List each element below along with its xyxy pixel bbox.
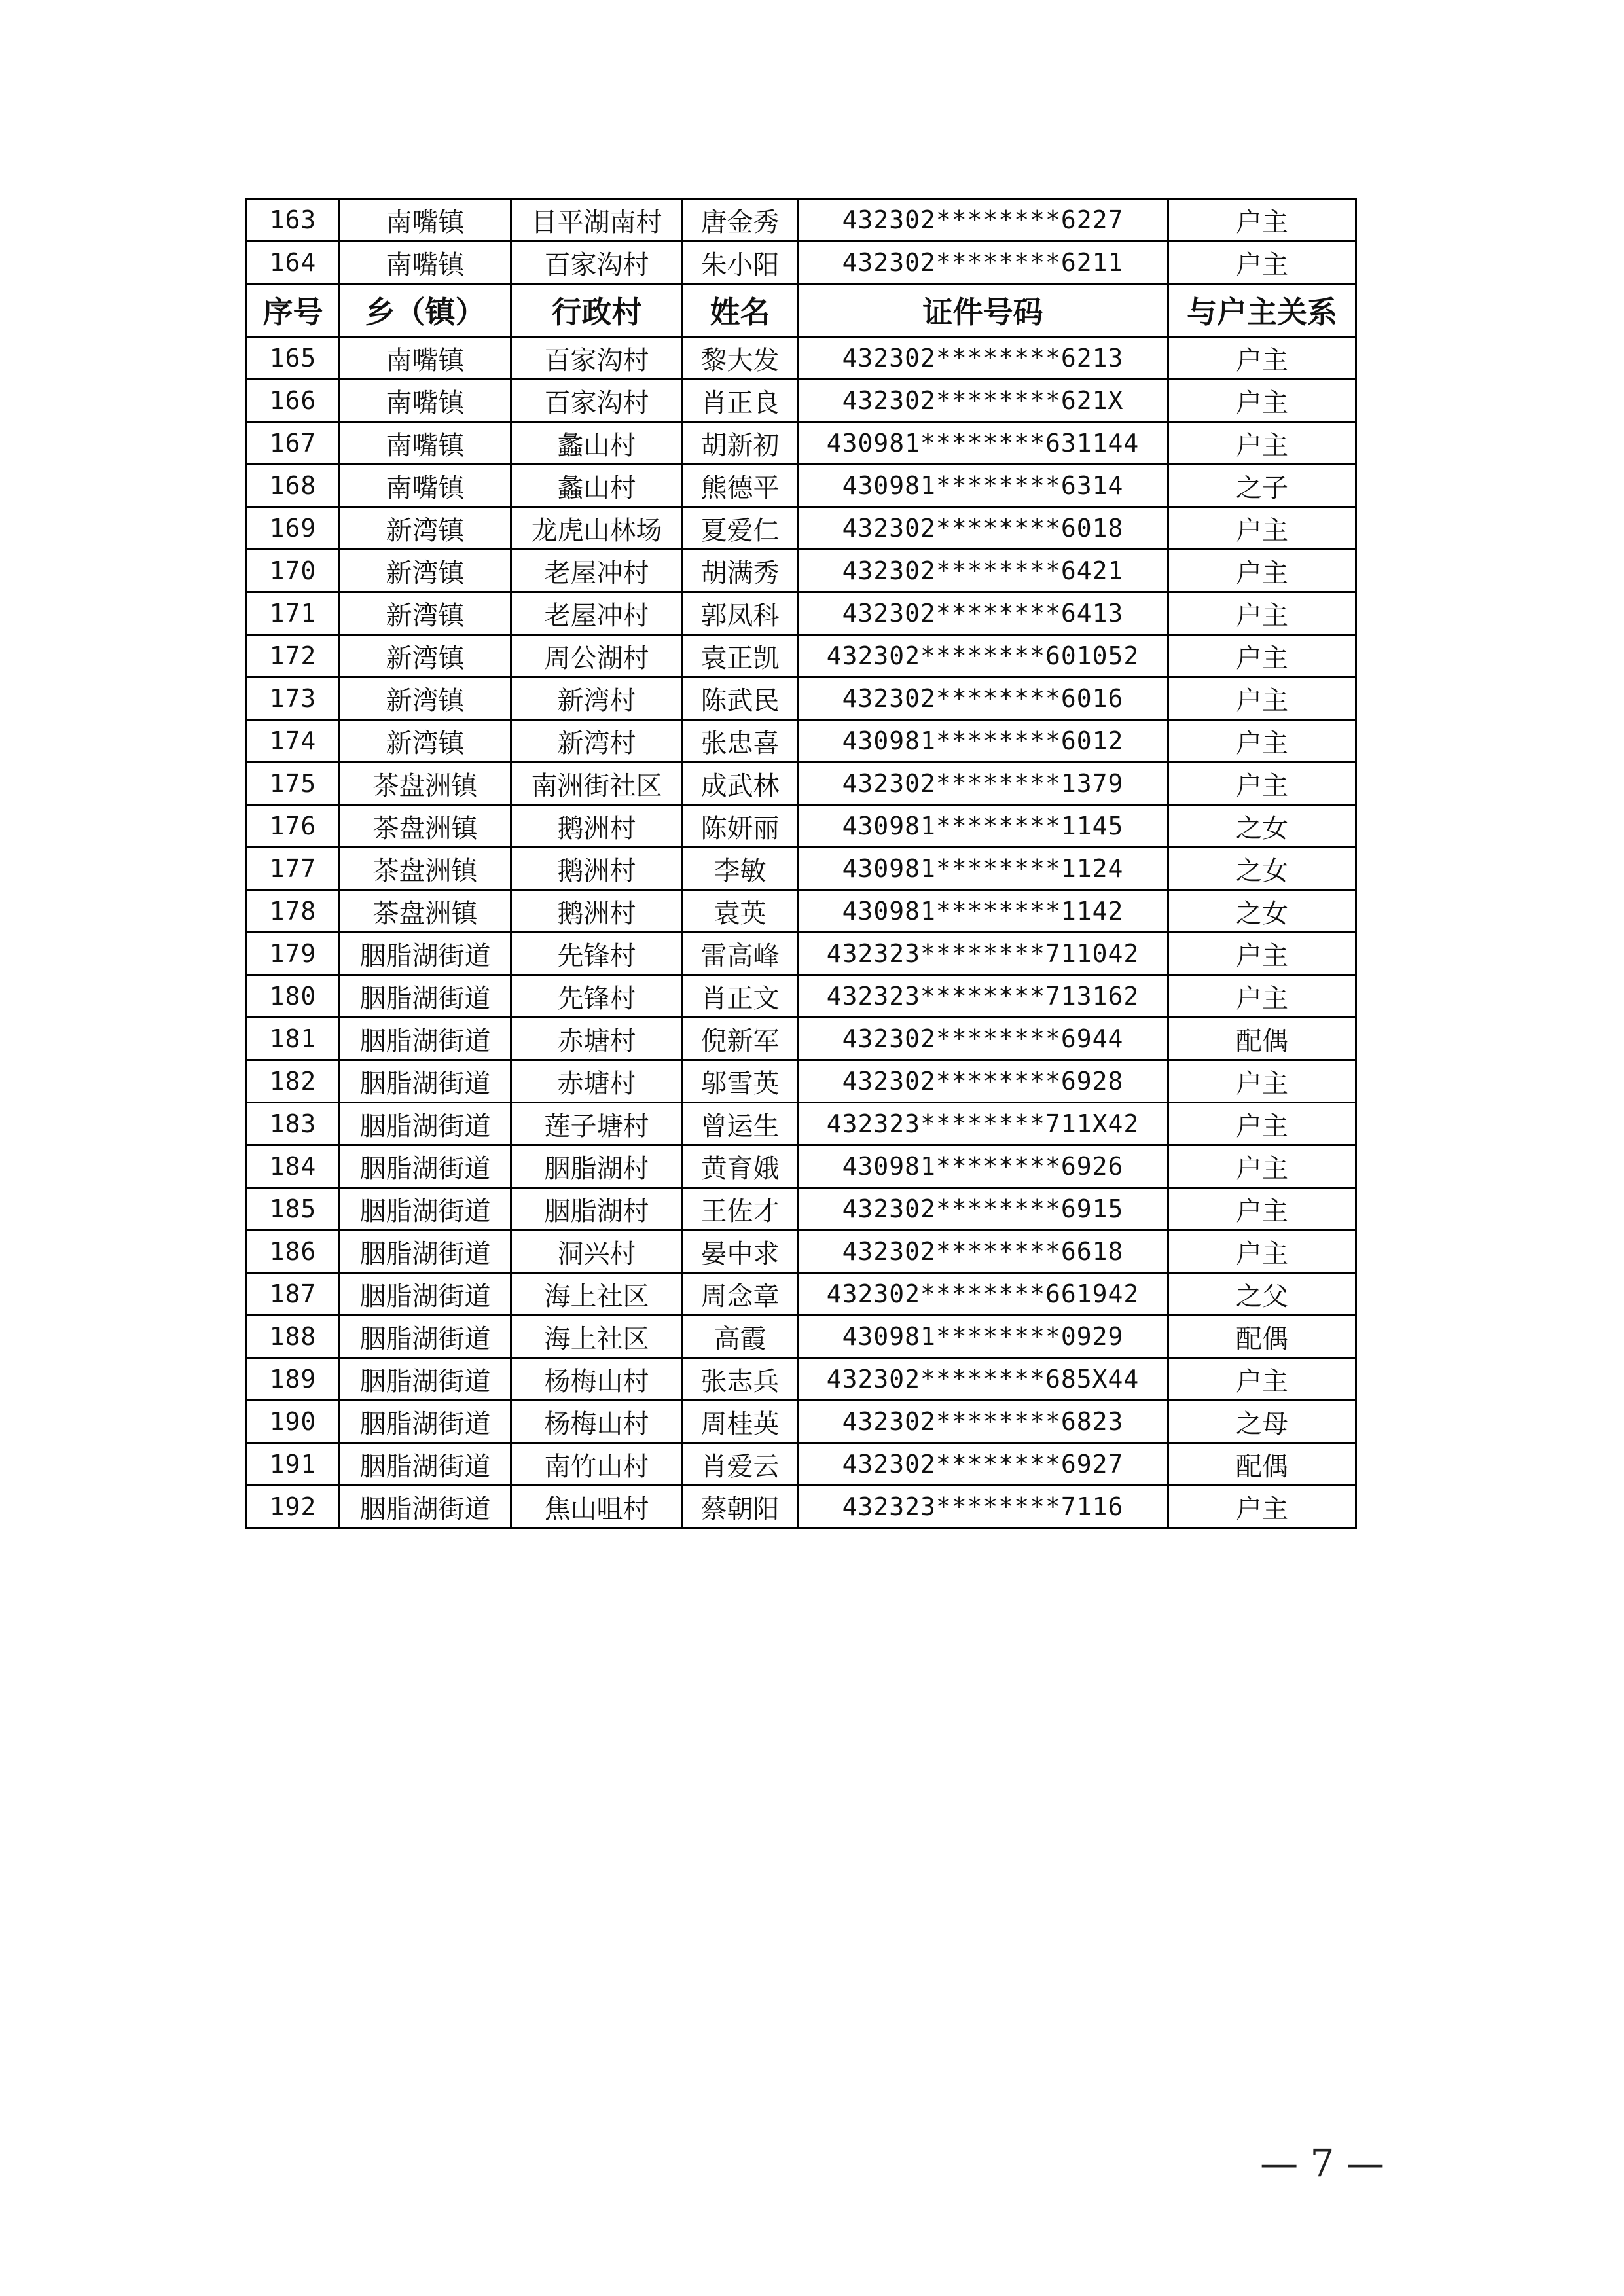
cell-relation: 户主 [1168,550,1356,592]
cell-relation: 户主 [1168,199,1356,242]
cell-id-number: 432302********6928 [798,1060,1168,1103]
cell-index: 164 [247,242,340,284]
cell-township: 胭脂湖街道 [340,1230,511,1273]
cell-id-number: 432302********6413 [798,592,1168,635]
table-row [247,1103,1356,1145]
cell-relation: 户主 [1168,507,1356,550]
rows-after-header [247,337,1356,1528]
cell-village: 南洲街社区 [511,762,683,805]
cell-relation: 户主 [1168,720,1356,762]
table-row [247,1018,1356,1060]
cell-relation: 户主 [1168,1145,1356,1188]
header-group [247,284,1356,337]
cell-relation: 之父 [1168,1273,1356,1316]
cell-index: 192 [247,1486,340,1528]
cell-index: 177 [247,848,340,890]
cell-township: 胭脂湖街道 [340,975,511,1018]
cell-index: 172 [247,635,340,677]
cell-village: 焦山咀村 [511,1486,683,1528]
cell-index: 178 [247,890,340,933]
cell-index: 179 [247,933,340,975]
cell-name: 曾运生 [683,1103,798,1145]
cell-village: 百家沟村 [511,380,683,422]
cell-index: 189 [247,1358,340,1401]
cell-village: 海上社区 [511,1316,683,1358]
cell-index: 163 [247,199,340,242]
cell-index: 166 [247,380,340,422]
cell-id-number: 430981********1124 [798,848,1168,890]
cell-name: 雷高峰 [683,933,798,975]
cell-id-number: 432302********1379 [798,762,1168,805]
cell-village: 南竹山村 [511,1443,683,1486]
cell-relation: 之子 [1168,465,1356,507]
cell-village: 鹅洲村 [511,848,683,890]
table-row [247,380,1356,422]
cell-index: 187 [247,1273,340,1316]
cell-name: 张志兵 [683,1358,798,1401]
cell-name: 朱小阳 [683,242,798,284]
cell-name: 倪新军 [683,1018,798,1060]
cell-name: 陈妍丽 [683,805,798,848]
cell-village: 莲子塘村 [511,1103,683,1145]
cell-index: 184 [247,1145,340,1188]
cell-index: 185 [247,1188,340,1230]
cell-index: 181 [247,1018,340,1060]
rows-before-header [247,199,1356,284]
cell-township: 新湾镇 [340,677,511,720]
cell-township: 新湾镇 [340,507,511,550]
cell-township: 胭脂湖街道 [340,933,511,975]
cell-id-number: 430981********6314 [798,465,1168,507]
cell-id-number: 432302********6227 [798,199,1168,242]
cell-name: 成武林 [683,762,798,805]
cell-village: 海上社区 [511,1273,683,1316]
table-row [247,1316,1356,1358]
cell-township: 胭脂湖街道 [340,1103,511,1145]
cell-village: 蠡山村 [511,422,683,465]
cell-id-number: 432302********6618 [798,1230,1168,1273]
cell-township: 南嘴镇 [340,422,511,465]
cell-index: 191 [247,1443,340,1486]
cell-index: 167 [247,422,340,465]
cell-village: 新湾村 [511,677,683,720]
cell-township: 新湾镇 [340,635,511,677]
table-row [247,805,1356,848]
cell-township: 新湾镇 [340,720,511,762]
table-row [247,242,1356,284]
cell-township: 茶盘洲镇 [340,762,511,805]
cell-name: 夏爱仁 [683,507,798,550]
cell-relation: 之女 [1168,890,1356,933]
cell-relation: 配偶 [1168,1443,1356,1486]
cell-id-number: 432302********6016 [798,677,1168,720]
cell-name: 袁英 [683,890,798,933]
cell-id-number: 432302********6213 [798,337,1168,380]
cell-township: 胭脂湖街道 [340,1018,511,1060]
cell-index: 168 [247,465,340,507]
cell-relation: 户主 [1168,592,1356,635]
cell-relation: 之女 [1168,848,1356,890]
table-row [247,677,1356,720]
cell-name: 高霞 [683,1316,798,1358]
cell-id-number: 432302********6823 [798,1401,1168,1443]
table-row [247,635,1356,677]
table-row [247,507,1356,550]
cell-village: 先锋村 [511,933,683,975]
cell-id-number: 432302********6944 [798,1018,1168,1060]
cell-relation: 配偶 [1168,1316,1356,1358]
cell-township: 茶盘洲镇 [340,848,511,890]
cell-village: 胭脂湖村 [511,1145,683,1188]
cell-name: 周念章 [683,1273,798,1316]
table-row [247,762,1356,805]
cell-index: 173 [247,677,340,720]
cell-village: 老屋冲村 [511,550,683,592]
cell-village: 百家沟村 [511,337,683,380]
cell-village: 老屋冲村 [511,592,683,635]
cell-id-number: 432323********7116 [798,1486,1168,1528]
cell-relation: 配偶 [1168,1018,1356,1060]
table-row [247,933,1356,975]
cell-township: 茶盘洲镇 [340,805,511,848]
table-row [247,1188,1356,1230]
cell-relation: 之女 [1168,805,1356,848]
cell-id-number: 432302********661942 [798,1273,1168,1316]
cell-village: 龙虎山林场 [511,507,683,550]
cell-name: 黎大发 [683,337,798,380]
household-roster-table [245,198,1357,1529]
cell-relation: 户主 [1168,1230,1356,1273]
cell-id-number: 430981********1142 [798,890,1168,933]
cell-id-number: 430981********631144 [798,422,1168,465]
cell-township: 胭脂湖街道 [340,1060,511,1103]
cell-relation: 户主 [1168,1060,1356,1103]
table-row [247,550,1356,592]
cell-relation: 户主 [1168,1358,1356,1401]
header-name: 姓名 [683,284,798,337]
page-number: — 7 — [1260,2141,1384,2185]
cell-id-number: 432302********6915 [798,1188,1168,1230]
cell-name: 胡新初 [683,422,798,465]
cell-id-number: 430981********6012 [798,720,1168,762]
cell-name: 郭凤科 [683,592,798,635]
table-row [247,1486,1356,1528]
cell-village: 先锋村 [511,975,683,1018]
cell-relation: 户主 [1168,762,1356,805]
cell-index: 169 [247,507,340,550]
table-row [247,1401,1356,1443]
cell-village: 百家沟村 [511,242,683,284]
cell-id-number: 432323********711042 [798,933,1168,975]
cell-name: 王佐才 [683,1188,798,1230]
cell-village: 赤塘村 [511,1018,683,1060]
cell-relation: 户主 [1168,1486,1356,1528]
cell-village: 鹅洲村 [511,805,683,848]
cell-id-number: 432323********711X42 [798,1103,1168,1145]
cell-name: 蔡朝阳 [683,1486,798,1528]
cell-name: 唐金秀 [683,199,798,242]
cell-relation: 户主 [1168,1188,1356,1230]
cell-id-number: 432302********6421 [798,550,1168,592]
header-relation: 与户主关系 [1168,284,1356,337]
cell-township: 茶盘洲镇 [340,890,511,933]
cell-id-number: 432302********6211 [798,242,1168,284]
cell-relation: 之母 [1168,1401,1356,1443]
cell-index: 170 [247,550,340,592]
header-township: 乡（镇） [340,284,511,337]
cell-village: 杨梅山村 [511,1358,683,1401]
table-row [247,1273,1356,1316]
table-row [247,890,1356,933]
cell-relation: 户主 [1168,337,1356,380]
table-row [247,465,1356,507]
cell-index: 165 [247,337,340,380]
cell-township: 胭脂湖街道 [340,1443,511,1486]
cell-name: 袁正凯 [683,635,798,677]
cell-index: 174 [247,720,340,762]
cell-relation: 户主 [1168,635,1356,677]
table-row [247,1230,1356,1273]
cell-township: 胭脂湖街道 [340,1486,511,1528]
cell-index: 180 [247,975,340,1018]
cell-relation: 户主 [1168,933,1356,975]
cell-id-number: 432302********6018 [798,507,1168,550]
cell-township: 胭脂湖街道 [340,1401,511,1443]
cell-name: 晏中求 [683,1230,798,1273]
cell-index: 183 [247,1103,340,1145]
cell-id-number: 432323********713162 [798,975,1168,1018]
cell-name: 熊德平 [683,465,798,507]
cell-village: 胭脂湖村 [511,1188,683,1230]
cell-relation: 户主 [1168,380,1356,422]
cell-village: 杨梅山村 [511,1401,683,1443]
cell-id-number: 430981********1145 [798,805,1168,848]
cell-name: 黄育娥 [683,1145,798,1188]
cell-id-number: 430981********0929 [798,1316,1168,1358]
cell-name: 胡满秀 [683,550,798,592]
cell-name: 肖爱云 [683,1443,798,1486]
cell-relation: 户主 [1168,975,1356,1018]
cell-village: 目平湖南村 [511,199,683,242]
cell-township: 胭脂湖街道 [340,1358,511,1401]
cell-township: 南嘴镇 [340,242,511,284]
table-row [247,1145,1356,1188]
cell-name: 肖正良 [683,380,798,422]
cell-township: 胭脂湖街道 [340,1145,511,1188]
cell-name: 李敏 [683,848,798,890]
cell-township: 胭脂湖街道 [340,1316,511,1358]
cell-township: 新湾镇 [340,592,511,635]
cell-relation: 户主 [1168,1103,1356,1145]
cell-village: 周公湖村 [511,635,683,677]
cell-name: 肖正文 [683,975,798,1018]
cell-index: 175 [247,762,340,805]
cell-id-number: 432302********6927 [798,1443,1168,1486]
cell-township: 南嘴镇 [340,199,511,242]
table-row [247,1060,1356,1103]
cell-relation: 户主 [1168,242,1356,284]
cell-village: 洞兴村 [511,1230,683,1273]
table-row [247,975,1356,1018]
cell-township: 胭脂湖街道 [340,1188,511,1230]
header-row [247,284,1356,337]
table-row [247,1358,1356,1401]
cell-name: 周桂英 [683,1401,798,1443]
cell-village: 蠡山村 [511,465,683,507]
table-row [247,592,1356,635]
cell-index: 182 [247,1060,340,1103]
cell-village: 新湾村 [511,720,683,762]
cell-township: 胭脂湖街道 [340,1273,511,1316]
cell-township: 南嘴镇 [340,337,511,380]
cell-id-number: 432302********685X44 [798,1358,1168,1401]
cell-id-number: 430981********6926 [798,1145,1168,1188]
cell-village: 赤塘村 [511,1060,683,1103]
table-row [247,337,1356,380]
cell-relation: 户主 [1168,422,1356,465]
cell-village: 鹅洲村 [511,890,683,933]
cell-index: 190 [247,1401,340,1443]
header-index: 序号 [247,284,340,337]
table-row [247,1443,1356,1486]
header-village: 行政村 [511,284,683,337]
cell-index: 186 [247,1230,340,1273]
cell-township: 新湾镇 [340,550,511,592]
cell-id-number: 432302********601052 [798,635,1168,677]
cell-index: 176 [247,805,340,848]
table-row [247,422,1356,465]
cell-township: 南嘴镇 [340,380,511,422]
table-row [247,199,1356,242]
cell-name: 邬雪英 [683,1060,798,1103]
cell-index: 171 [247,592,340,635]
cell-name: 张忠喜 [683,720,798,762]
cell-township: 南嘴镇 [340,465,511,507]
cell-name: 陈武民 [683,677,798,720]
header-id-number: 证件号码 [798,284,1168,337]
table-row [247,848,1356,890]
cell-id-number: 432302********621X [798,380,1168,422]
cell-relation: 户主 [1168,677,1356,720]
cell-index: 188 [247,1316,340,1358]
table-row [247,720,1356,762]
